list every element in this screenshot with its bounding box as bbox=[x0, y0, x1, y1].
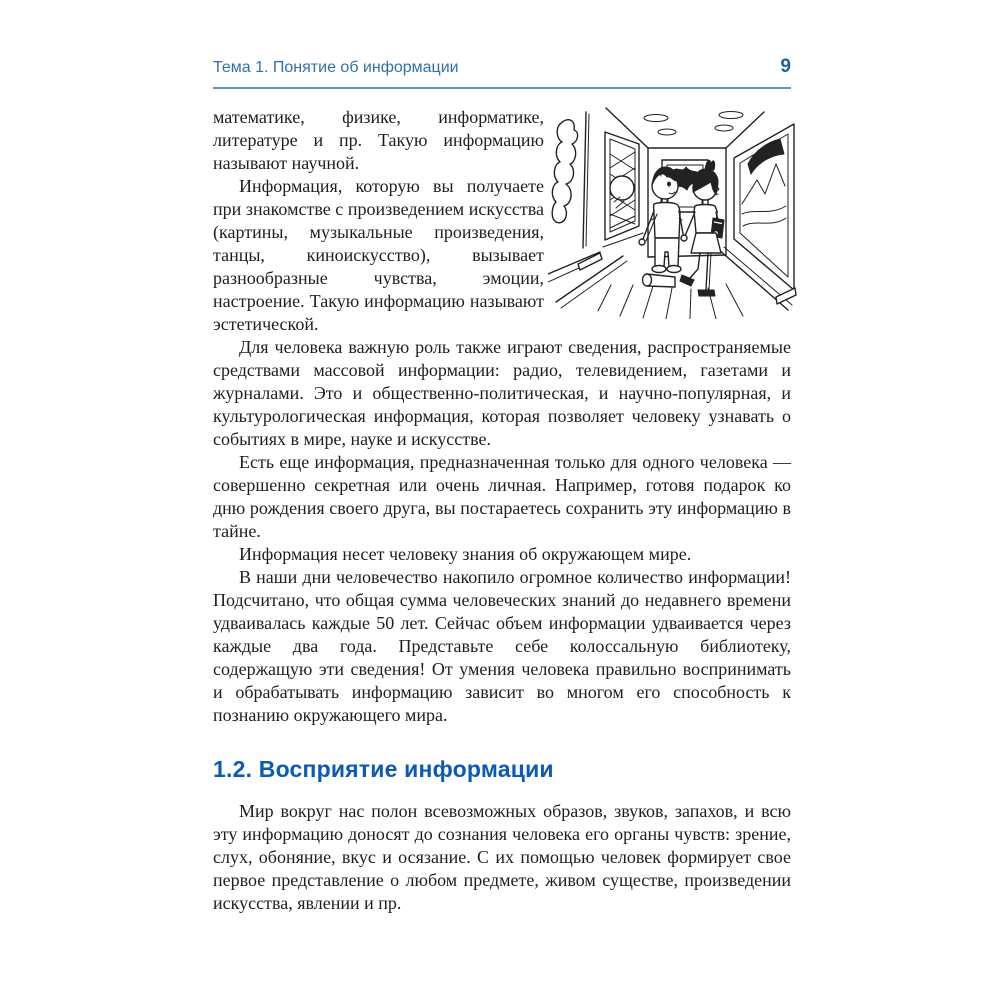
section-heading-1-2: 1.2. Восприятие информации bbox=[213, 756, 554, 782]
right-wall-painting-icon bbox=[718, 124, 796, 310]
gallery-illustration bbox=[548, 106, 800, 319]
left-wall-frames-icon bbox=[548, 112, 643, 282]
paragraph-info-growth: В наши дни человечество накопило огромное количество информации! Подсчитано, что общая сумма человеческих знаний до недавнего времени удваивалась каждые 50 лет. Сейчас объем информации удваивается через каждые два года. Представьте себе колоссальную библиотеку, содержащую эти сведения! От умения человека правильно воспринимать и обрабатывать информацию зависит во многом его способность к познанию окружающего мира. bbox=[213, 567, 791, 725]
page-content bbox=[213, 56, 791, 915]
ceiling-lights-icon bbox=[644, 112, 743, 136]
paragraph-aesthetic-info: Информация, которую вы получаете при знакомстве с произведением искусства (картины, музыкальные произведения, танцы, киноискусство), вызывает разнообразные чувства, эмоции, настроение. Такую информацию называют эстетической. bbox=[213, 176, 544, 334]
paragraph-personal-info: Есть еще информация, предназначенная только для одного человека — совершенно секретная или очень личная. Например, готовя подарок ко дню рождения своего друга, вы постараетесь сохранить эту информацию в тайне. bbox=[213, 452, 791, 541]
paragraph-scientific-info: математике, физике, информатике, литературе и пр. Такую информацию называют научной. bbox=[213, 107, 544, 173]
chapter-title: Тема 1. Понятие об информации bbox=[213, 59, 459, 76]
paragraph-perception: Мир вокруг нас полон всевозможных образов, звуков, запахов, и всю эту информацию доносят до сознания человека его органы чувств: зрение, слух, обоняние, вкус и осязание. С их помощью человек формирует свое первое представление о любом предмете, живом существе, произведении искусства, явлении и пр. bbox=[213, 801, 791, 913]
intro-text-column bbox=[213, 106, 544, 336]
paragraph-knowledge: Информация несет человеку знания об окружающем мире. bbox=[239, 544, 692, 564]
paragraph-mass-media: Для человека важную роль также играют сведения, распространяемые средствами массовой информации: радио, телевидением, газетами и журналами. Это и общественно-политическая, и научно-популярная, и культурологическая информация, которая позволяет человеку узнавать о событиях в мире, науке и искусстве. bbox=[213, 337, 791, 449]
art-gallery-children-icon bbox=[548, 106, 800, 319]
intro-section bbox=[213, 106, 791, 336]
boy-figure-icon bbox=[639, 167, 683, 287]
page-header bbox=[213, 56, 791, 89]
page-number: 9 bbox=[780, 56, 791, 77]
